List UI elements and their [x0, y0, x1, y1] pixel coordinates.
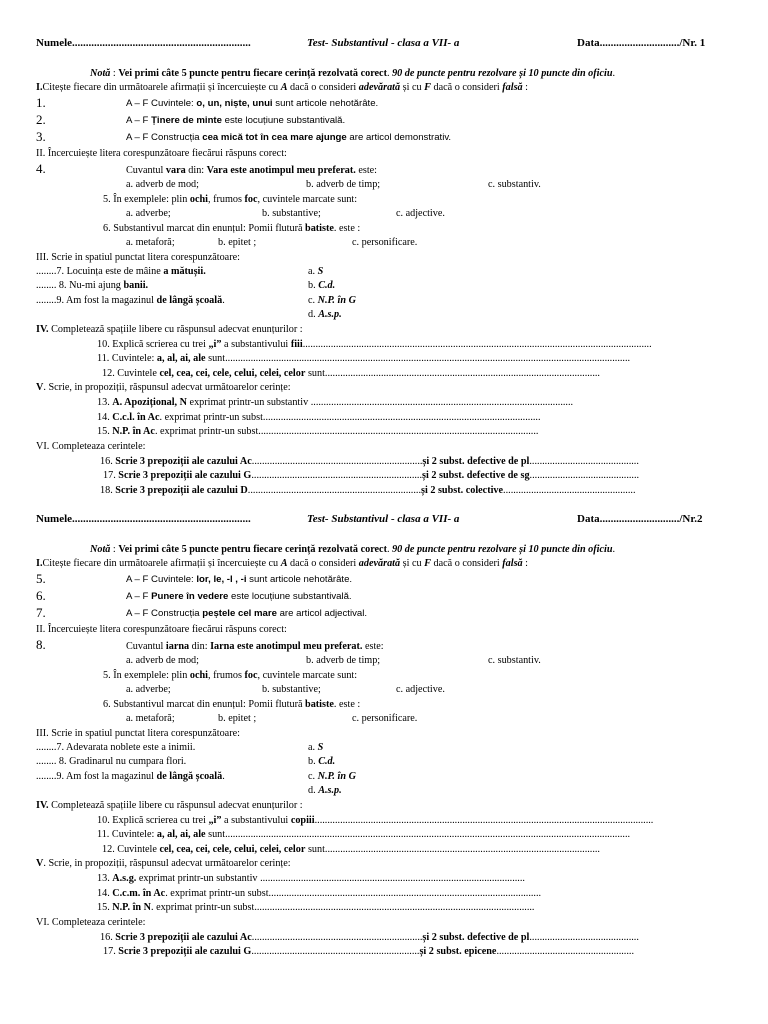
option-b[interactable]: b. epitet ;: [218, 237, 257, 248]
matching-item-7[interactable]: ........7. Locuința este de mâine a mătușii.: [36, 266, 206, 277]
section-6-heading: VI. Completeaza cerintele:: [36, 441, 146, 452]
section-3-heading: III. Scrie in spatiul punctat litera corespunzătoare:: [36, 728, 240, 739]
question-2[interactable]: A – F Punere în vedere este locuțiune substantivală.: [126, 591, 352, 602]
matching-item-8[interactable]: ........ 8. Nu-mi ajung banii.: [36, 280, 149, 291]
section-3-heading: III. Scrie in spatiul punctat litera corespunzătoare:: [36, 252, 240, 263]
option-a[interactable]: a. adverb de mod;: [126, 179, 199, 190]
option-b[interactable]: b. adverb de timp;: [306, 655, 381, 666]
option-a[interactable]: a. metaforă;: [126, 237, 175, 248]
question-18[interactable]: 18. Scrie 3 prepoziții ale cazului D....................................................................și 2 subst. colective....................................................: [100, 485, 636, 496]
option-b[interactable]: b. adverb de timp;: [306, 179, 381, 190]
question-16[interactable]: 16. Scrie 3 prepoziții ale cazului Ac...................................................................și 2 subst. defective de pl...........................................: [100, 456, 639, 467]
option-a[interactable]: a. adverb de mod;: [126, 655, 199, 666]
option-c[interactable]: c. adjective.: [396, 684, 445, 695]
question-11[interactable]: 11. Cuvintele: a, al, ai, ale sunt...............................................................................................................................................................: [97, 353, 631, 364]
question-4: Cuvantul iarna din: Iarna este anotimpul meu preferat. este:: [126, 641, 384, 652]
matching-item-8[interactable]: ........ 8. Gradinarul nu cumpara flori.: [36, 756, 187, 767]
option-a[interactable]: a. metaforă;: [126, 713, 175, 724]
question-14[interactable]: 14. C.c.m. în Ac. exprimat printr-un subst...........................................................................................................: [97, 888, 542, 899]
question-1[interactable]: A – F Cuvintele: o, un, niște, unui sunt articole nehotărâte.: [126, 98, 379, 109]
matching-option-c: c. N.P. în G: [308, 771, 356, 782]
matching-item-7[interactable]: ........7. Adevarata noblete este a inimii.: [36, 742, 196, 753]
question-15[interactable]: 15. N.P. în N. exprimat printr-un subst..............................................................................................................: [97, 902, 535, 913]
matching-item-9[interactable]: ........9. Am fost la magazinul de lângă școală.: [36, 295, 225, 306]
option-c[interactable]: c. personificare.: [352, 713, 418, 724]
option-c[interactable]: c. personificare.: [352, 237, 418, 248]
question-number: 5.: [36, 571, 46, 586]
section-6-heading: VI. Completeaza cerintele:: [36, 917, 146, 928]
section-1-instructions: I.Citește fiecare din următoarele afirmații și încercuiește cu A dacă o consideri adevărată și cu F dacă o consideri falsă :: [36, 558, 529, 569]
matching-item-9[interactable]: ........9. Am fost la magazinul de lângă școală.: [36, 771, 225, 782]
option-c[interactable]: c. substantiv.: [488, 179, 541, 190]
question-number: 1.: [36, 95, 46, 110]
question-6: 6. Substantivul marcat din enunțul: Pomii flutură batiste. este :: [103, 223, 361, 234]
question-number: 3.: [36, 129, 46, 144]
question-12[interactable]: 12. Cuvintele cel, cea, cei, cele, celui, celei, celor sunt............................................................................................................: [102, 844, 600, 855]
option-b[interactable]: b. substantive;: [262, 208, 321, 219]
question-number: 2.: [36, 112, 46, 127]
option-b[interactable]: b. substantive;: [262, 684, 321, 695]
section-5-heading: V. Scrie, in propoziții, răspunsul adecvat următoarelor cerințe:: [36, 858, 291, 869]
question-3[interactable]: A – F Construcția peștele cel mare are articol adjectival.: [126, 608, 368, 619]
page-title: Test- Substantivul - clasa a VII- a: [307, 37, 460, 49]
question-16[interactable]: 16. Scrie 3 prepoziții ale cazului Ac...................................................................și 2 subst. defective de pl...........................................: [100, 932, 639, 943]
question-14[interactable]: 14. C.c.l. în Ac. exprimat printr-un subst.............................................................................................................: [97, 412, 541, 423]
question-5: 5. În exemplele: plin ochi, frumos foc, cuvintele marcate sunt:: [103, 194, 358, 205]
question-10[interactable]: 10. Explică scrierea cu trei „i” a substantivului fiii.........................................................................................................................................: [97, 339, 652, 350]
question-10[interactable]: 10. Explică scrierea cu trei „i” a substantivului copiii.....................................................................................................................................: [97, 815, 654, 826]
option-a[interactable]: a. adverbe;: [126, 684, 171, 695]
question-number: 7.: [36, 605, 46, 620]
grading-note: Notă : Vei primi câte 5 puncte pentru fiecare cerință rezolvată corect. 90 de puncte pentru rezolvare și 10 puncte din oficiu.: [90, 544, 616, 555]
matching-option-a: a. S: [308, 266, 324, 277]
question-12[interactable]: 12. Cuvintele cel, cea, cei, cele, celui, celei, celor sunt............................................................................................................: [102, 368, 600, 379]
date-field[interactable]: Data............................./Nr. 1: [577, 37, 706, 49]
section-2-heading: II. Încercuiește litera corespunzătoare fiecărui răspuns corect:: [36, 148, 287, 159]
option-a[interactable]: a. adverbe;: [126, 208, 171, 219]
section-2-heading: II. Încercuiește litera corespunzătoare fiecărui răspuns corect:: [36, 624, 287, 635]
matching-option-b: b. C.d.: [308, 280, 336, 291]
name-field[interactable]: Numele.................................................................: [36, 513, 251, 525]
question-number: 6.: [36, 588, 46, 603]
option-b[interactable]: b. epitet ;: [218, 713, 257, 724]
question-5: 5. În exemplele: plin ochi, frumos foc, cuvintele marcate sunt:: [103, 670, 358, 681]
matching-option-c: c. N.P. în G: [308, 295, 356, 306]
question-15[interactable]: 15. N.P. în Ac. exprimat printr-un subst..............................................................................................................: [97, 426, 539, 437]
question-4: Cuvantul vara din: Vara este anotimpul meu preferat. este:: [126, 165, 378, 176]
option-c[interactable]: c. adjective.: [396, 208, 445, 219]
question-1[interactable]: A – F Cuvintele: lor, le, -l , -i sunt articole nehotărâte.: [126, 574, 353, 585]
date-field[interactable]: Data............................./Nr.2: [577, 513, 703, 525]
page-title: Test- Substantivul - clasa a VII- a: [307, 513, 460, 525]
section-4-heading: IV. Completează spațiile libere cu răspunsul adecvat enunțurilor :: [36, 800, 303, 811]
question-11[interactable]: 11. Cuvintele: a, al, ai, ale sunt...............................................................................................................................................................: [97, 829, 631, 840]
question-17[interactable]: 17. Scrie 3 prepoziții ale cazului G..................................................................și 2 subst. epicene......................................................: [103, 946, 634, 957]
grading-note: Notă : Vei primi câte 5 puncte pentru fiecare cerință rezolvată corect. 90 de puncte pentru rezolvare și 10 puncte din oficiu.: [90, 68, 616, 79]
matching-option-d: d. A.s.p.: [308, 309, 342, 320]
question-6: 6. Substantivul marcat din enunțul: Pomii flutură batiste. este :: [103, 699, 361, 710]
question-13[interactable]: 13. A. Apozițional, N exprimat printr-un substantiv .......................................................................................................: [97, 397, 574, 408]
matching-option-d: d. A.s.p.: [308, 785, 342, 796]
question-17[interactable]: 17. Scrie 3 prepoziții ale cazului G...................................................................și 2 subst. defective de sg...........................................: [103, 470, 640, 481]
section-5-heading: V. Scrie, in propoziții, răspunsul adecvat următoarelor cerințe:: [36, 382, 291, 393]
question-number: 8.: [36, 637, 46, 652]
question-13[interactable]: 13. A.s.g. exprimat printr-un substantiv ........................................................................................................: [97, 873, 525, 884]
question-2[interactable]: A – F Ținere de minte este locuțiune substantivală.: [126, 115, 346, 126]
question-number: 4.: [36, 161, 46, 176]
option-c[interactable]: c. substantiv.: [488, 655, 541, 666]
question-3[interactable]: A – F Construcția cea mică tot în cea mare ajunge are articol demonstrativ.: [126, 132, 452, 143]
section-4-heading: IV. Completează spațiile libere cu răspunsul adecvat enunțurilor :: [36, 324, 303, 335]
name-field[interactable]: Numele.................................................................: [36, 37, 251, 49]
matching-option-a: a. S: [308, 742, 324, 753]
matching-option-b: b. C.d.: [308, 756, 336, 767]
section-1-instructions: I.Citește fiecare din următoarele afirmații și încercuiește cu A dacă o consideri adevărată și cu F dacă o consideri falsă :: [36, 82, 529, 93]
